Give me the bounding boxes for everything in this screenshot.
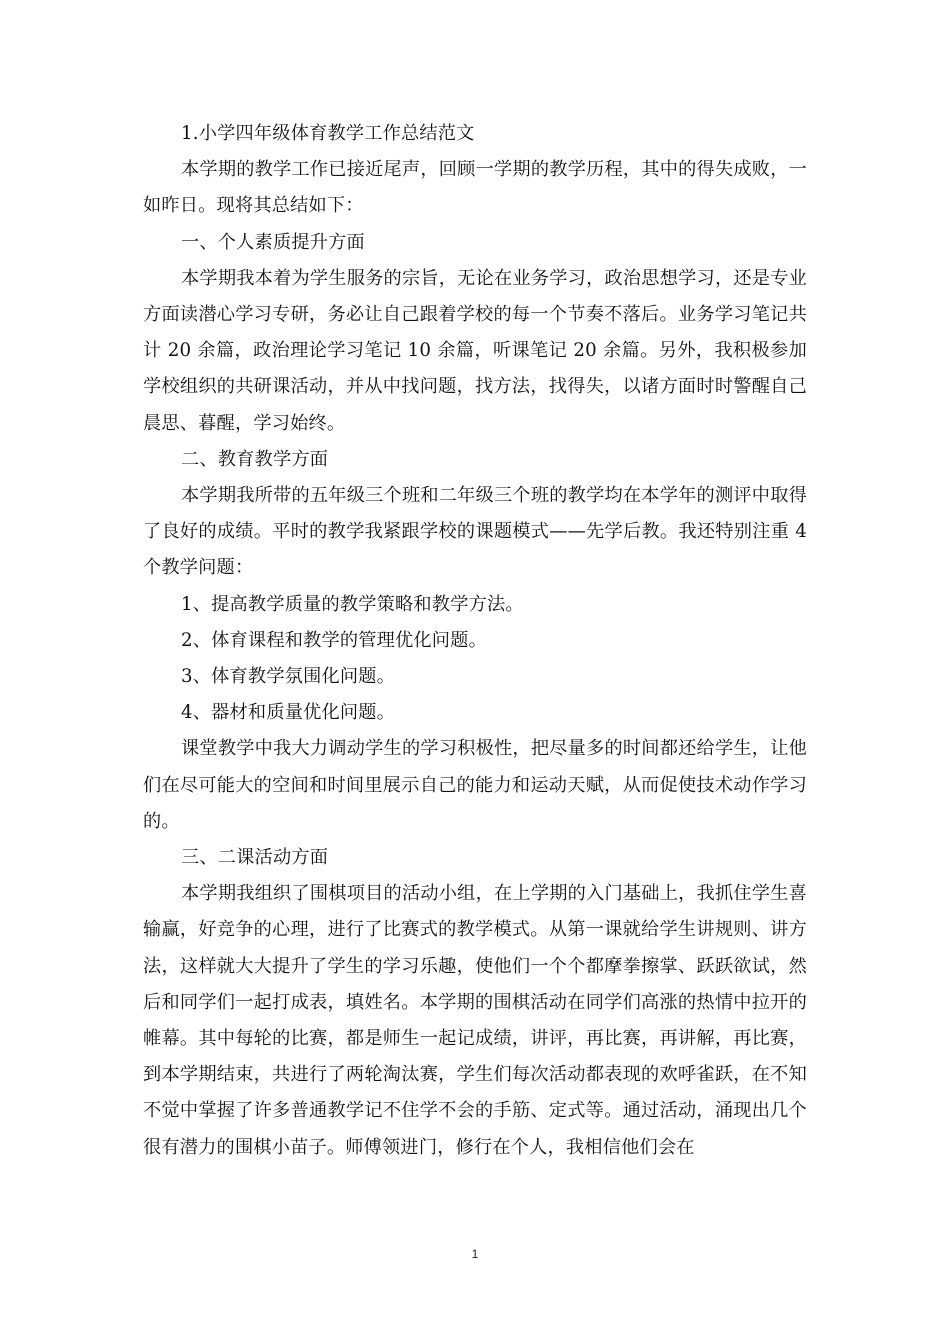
section-2-closing-paragraph: 课堂教学中我大力调动学生的学习积极性，把尽量多的时间都还给学生，让他们在尽可能大的空间和时间里展示自己的能力和运动天赋，从而促使技术动作学习的。	[143, 738, 807, 832]
list-item-3: 3、体育教学氛围化问题。	[181, 666, 396, 688]
section-3-paragraph: 本学期我组织了围棋项目的活动小组，在上学期的入门基础上，我抓住学生喜输赢，好竞争的心理，进行了比赛式的教学模式。从第一课就给学生讲规则、讲方法，这样就大大提升了学生的学习乐趣，使他们一个个都摩拳擦掌、跃跃欲试，然后和同学们一起打成表，填姓名。本学期的围棋活动在同学们高涨的热情中拉开的帷幕。其中每轮的比赛，都是师生一起记成绩，讲评，再比赛，再讲解，再比赛，到本学期结束，共进行了两轮淘汰赛，学生们每次活动都表现的欢呼雀跃，在不知不觉中掌握了许多普通教学记不住学不会的手筋、定式等。通过活动，涌现出几个很有潜力的围棋小苗子。师傅领进门，修行在个人，我相信他们会在	[143, 883, 807, 1158]
page-number: 1	[471, 1247, 479, 1261]
document-body	[143, 116, 807, 1166]
list-item-1: 1、提高教学质量的教学策略和教学方法。	[181, 593, 524, 615]
list-item-2: 2、体育课程和教学的管理优化问题。	[181, 629, 487, 651]
section-heading-2: 二、教育教学方面	[181, 448, 329, 470]
section-heading-3: 三、二课活动方面	[181, 847, 329, 869]
intro-paragraph: 本学期的教学工作已接近尾声，回顾一学期的教学历程，其中的得失成败，一如昨日。现将其总结如下：	[143, 159, 807, 217]
section-1-paragraph: 本学期我本着为学生服务的宗旨，无论在业务学习，政治思想学习，还是专业方面读潜心学习专研，务必让自己跟着学校的每一个节奏不落后。业务学习笔记共计 20 余篇，政治理论学习笔记 10 余篇，听课笔记 20 余篇。另外，我积极参加学校组织的共研课活动，并从中找问题，找方法，找得失，以诸方面时时警醒自己晨思、暮醒，学习始终。	[143, 267, 807, 434]
document-title: 1.小学四年级体育教学工作总结范文	[181, 123, 475, 144]
list-item-4: 4、器材和质量优化问题。	[181, 702, 396, 724]
section-heading-1: 一、个人素质提升方面	[181, 231, 365, 253]
section-2-paragraph: 本学期我所带的五年级三个班和二年级三个班的教学均在本学年的测评中取得了良好的成绩。平时的教学我紧跟学校的课题模式——先学后教。我还特别注重 4 个教学问题：	[143, 485, 807, 579]
